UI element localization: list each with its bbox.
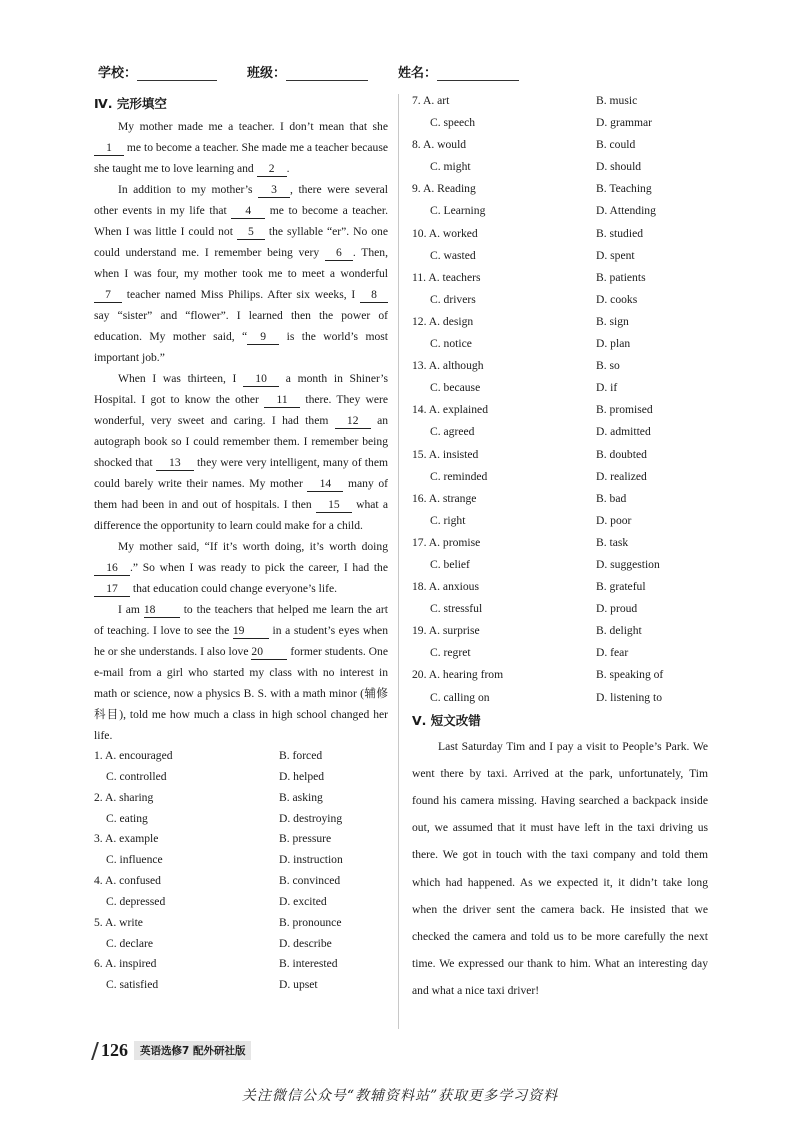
student-info-header (98, 62, 519, 81)
blank-15: 15 (316, 497, 352, 513)
blank-9: 9 (247, 329, 279, 345)
option-row: 16. A. strange B. bad (412, 491, 627, 505)
option-row: 6. A. inspired B. interested (94, 957, 338, 971)
blank-18: 18 (144, 602, 180, 618)
blank-8: 8 (360, 287, 388, 303)
blank-13: 13 (156, 455, 194, 471)
option-row: C. speech D. grammar (430, 116, 653, 130)
cloze-paragraph-3: When I was thirteen, I 10 a month in Shiner’s Hospital. I got to know the other 11 there. They were wonderful, very sweet and caring. I had them 12 an autograph book so I could remember them. I remember being shocked that 13 they were very intelligent, many of them could barely write their names. My mother 14 many of them had been in and out of hospitals. I then 15 what a difference the opportunity to learn could make for a child. (94, 372, 389, 532)
option-row: C. wasted D. spent (430, 248, 635, 262)
option-row: 2. A. sharing B. asking (94, 790, 323, 804)
option-row: C. reminded D. realized (430, 469, 647, 483)
error-correction-passage: Last Saturday Tim and I pay a visit to People’s Park. We went there by taxi. Arrived at the park, unfortunately, Tim found his camera missing. Having searched a backpack inside out, we assumed that it must have left in the taxi driving us there. We got in touch with the taxi company and told them which had happened. As we expected it, it didn’t take long when the driver sent the camera back. He insisted that we checked the camera and told us to be more carefully the next time. We expressed our thank to him. What an interesting day and what a nice taxi driver! (412, 739, 708, 998)
option-row: C. satisfied D. upset (106, 978, 318, 992)
options-list-1-6 (94, 746, 388, 996)
option-row: C. calling on D. listening to (430, 690, 663, 704)
blank-2: 2 (257, 161, 287, 177)
name-field[interactable] (398, 62, 519, 81)
name-label: 姓名： (398, 66, 438, 81)
cloze-paragraph-4: My mother said, “If it’s worth doing, it’s worth doing 16 .” So when I was ready to pick the career, I had the 17 that education could change everyone’s life. (94, 536, 388, 599)
blank-6: 6 (325, 245, 353, 261)
watermark-text: 关注微信公众号“教辅资料站”获取更多学习资料 (241, 1088, 559, 1104)
blank-11: 11 (264, 392, 300, 408)
blank-19: 19 (233, 623, 269, 639)
blank-12: 12 (335, 413, 371, 429)
option-row: C. controlled D. helped (106, 769, 325, 783)
blank-14: 14 (307, 476, 343, 492)
blank-1: 1 (94, 140, 124, 156)
option-row: C. belief D. suggestion (430, 557, 660, 571)
option-row: 5. A. write B. pronounce (94, 915, 342, 929)
page-footer (94, 1040, 251, 1061)
class-field[interactable] (247, 62, 368, 81)
options-list-7-20 (412, 90, 708, 709)
blank-17: 17 (94, 581, 130, 597)
slash-mark (91, 1042, 99, 1060)
option-row: 11. A. teachers B. patients (412, 270, 646, 284)
option-row: 19. A. surprise B. delight (412, 624, 642, 638)
option-row: 4. A. confused B. convinced (94, 874, 341, 888)
class-blank[interactable] (286, 66, 368, 81)
options-and-correction-column (412, 90, 708, 1005)
class-label: 班级： (247, 66, 287, 81)
page-number: 126 (94, 1040, 128, 1061)
blank-16: 16 (94, 560, 130, 576)
option-row: 15. A. insisted B. doubted (412, 447, 647, 461)
option-row: C. stressful D. proud (430, 602, 638, 616)
cloze-paragraph-5: I am 18 to the teachers that helped me learn the art of teaching. I love to see the 19 in a student’s eyes when he or she understands. I also love 20 former students. One e-mail from a girl who started my class with no interest in math or science, now a physics B. S. with a math minor (辅修科目), told me how much a class in high school changed her life. (94, 603, 388, 742)
option-row: 1. A. encouraged B. forced (94, 749, 323, 762)
option-row: 8. A. would B. could (412, 138, 636, 152)
option-row: C. Learning D. Attending (430, 204, 656, 218)
cloze-paragraph-1: My mother made me a teacher. I don’t mean that she 1 me to become a teacher. She made me a teacher because she taught me to love learning and 2 . (94, 120, 388, 175)
option-row: C. regret D. fear (430, 646, 629, 660)
name-blank[interactable] (437, 66, 519, 81)
option-row: C. agreed D. admitted (430, 425, 651, 439)
school-label: 学校： (98, 66, 138, 81)
option-row: C. because D. if (430, 381, 618, 395)
school-field[interactable] (98, 62, 217, 81)
blank-10: 10 (243, 371, 279, 387)
blank-5: 5 (237, 224, 265, 240)
option-row: 17. A. promise B. task (412, 535, 629, 549)
book-edition-tag: 英语选修7 配外研社版 (134, 1041, 251, 1060)
option-row: 14. A. explained B. promised (412, 403, 653, 417)
option-row: 13. A. although B. so (412, 359, 620, 373)
option-row: C. right D. poor (430, 513, 632, 527)
option-row: 7. A. art B. music (412, 94, 638, 107)
option-row: C. eating D. destroying (106, 811, 343, 825)
school-blank[interactable] (137, 66, 217, 81)
option-row: C. might D. should (430, 160, 642, 174)
option-row: 3. A. example B. pressure (94, 832, 332, 846)
option-row: C. declare D. describe (106, 936, 332, 950)
column-divider (398, 94, 399, 1029)
cloze-passage-column (94, 94, 388, 996)
option-row: C. notice D. plan (430, 337, 631, 351)
option-row: 9. A. Reading B. Teaching (412, 182, 652, 196)
cloze-paragraph-2: In addition to my mother’s 3 , there were several other events in my life that 4 me to become a teacher. When I was little I could not 5 the syllable “er”. No one could understand me. I remember being very 6 . Then, when I was four, my mother took me to meet a wonderful 7 teacher named Miss Philips. After six weeks, I 8 say “sister” and “flower”. I learned then the power of education. My mother said, “ 9 is the world’s most important job.” (94, 183, 388, 364)
option-row: C. depressed D. excited (106, 894, 327, 908)
blank-4: 4 (231, 203, 265, 219)
blank-7: 7 (94, 287, 122, 303)
section4-title: Ⅳ. 完形填空 (94, 96, 167, 111)
blank-3: 3 (258, 182, 290, 198)
option-row: C. influence D. instruction (106, 853, 343, 867)
option-row: 10. A. worked B. studied (412, 226, 644, 240)
blank-20: 20 (251, 644, 287, 660)
section5-title: Ⅴ. 短文改错 (412, 712, 481, 728)
option-row: 20. A. hearing from B. speaking of (412, 668, 664, 682)
option-row: 12. A. design B. sign (412, 314, 629, 328)
option-row: 18. A. anxious B. grateful (412, 580, 646, 594)
option-row: C. drivers D. cooks (430, 292, 638, 306)
